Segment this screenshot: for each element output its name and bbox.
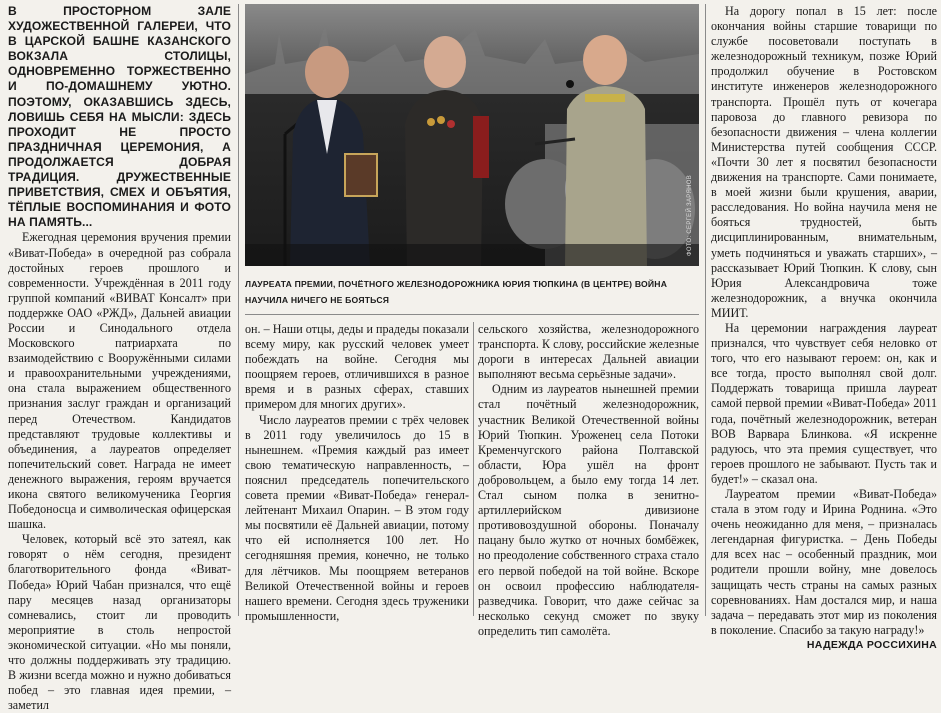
article-paragraph: Человек, который всё это затеял, как говорят о нём сегодня, президент благотворительного фонда «Виват-Победа» Юрий Чабан признался, что ещё пару месяцев назад организаторы сомневались, стоит ли проводить мероприятие в столь непростой экономической ситуации. «Но мы поняли, что должны поддерживать эту традицию. В жизни всегда можно и нужно добиваться побед – это главная идея премии, – заметил	[8, 532, 231, 713]
author-signature: НАДЕЖДА РОССИХИНА	[806, 638, 937, 651]
photo-caption: ЛАУРЕАТА ПРЕМИИ, ПОЧЁТНОГО ЖЕЛЕЗНОДОРОЖНИКА ЮРИЯ ТЮПКИНА (В ЦЕНТРЕ) ВОЙНА НАУЧИЛА НИЧЕГО НЕ БОЯТЬСЯ	[245, 279, 668, 305]
photo-credit: ФОТО: СЕРГЕЙ ЗАРЯНОВ	[687, 174, 693, 256]
ceremony-photo-illustration	[245, 4, 699, 266]
article-paragraph: он. – Наши отцы, деды и прадеды показали всему миру, как русский человек умеет побеждать на войне. Сегодня мы поощряем героев, отличившихся в разное время и в разных сферах, ставших примером для многих других».	[245, 322, 469, 412]
caption-divider	[245, 314, 699, 315]
article-paragraph: Одним из лауреатов нынешней премии стал почётный железнодорожник, участник Великой Отечественной войны Юрий Тюпкин. Уроженец села Потоки Кременчугского района Полтавской области, Юра ушёл на фронт добровольцем, а было ему тогда 14 лет. Стал сыном полка в зенитно-артиллерийском дивизионе противовоздушной обороны. Поначалу пацану было жутко от ночных бомбёжек, но преодоление собственного страха стало его первой победой на той войне. Вскоре он освоил профессию наблюдателя-разведчика. Говорит, что даже сейчас за несколько секунд сможет по звуку определить тип самолёта.	[478, 382, 699, 638]
column-divider	[473, 322, 474, 616]
article-photo	[245, 4, 699, 266]
article-column-4	[711, 4, 937, 651]
article-paragraph: Ежегодная церемония вручения премии «Виват-Победа» в очередной раз собрала достойных героев прошлого и современности. Учреждённая в 2011 году группой компаний «ВИВАТ Консалт» при поддержке ОАО «РЖД», Дальней авиации России и Синодального отдела Московского патриархата по взаимодействию с Вооружёнными силами и правоохранительными учреждениями, она стала выражением общественного признания заслуг граждан и организаций перед Отечеством. Кандидатов представляют трудовые коллективы и объединения, а лауреатов определяет попечительский совет. Награда не имеет денежного выражения, героям вручается икона святого великомученика Георгия Победоносца и символическая офицерская шашка.	[8, 230, 231, 532]
article-column-1	[8, 4, 231, 713]
article-paragraph: сельского хозяйства, железнодорожного транспорта. К слову, российские железные дороги в интересах Дальней авиации выполняют весьма серьёзные задачи».	[478, 322, 699, 382]
column-divider	[238, 4, 239, 616]
article-paragraph: Лауреатом премии «Виват-Победа» стала в этом году и Ирина Роднина. «Это очень неожиданно для меня, – призналась легендарная фигуристка. – День Победы для всех нас – особенный праздник, мои родители прошли войну, мне довелось защищать честь страны на самых разных соревнованиях. Нам достался мир, и наша задача – передавать этот мир из поколения в поколение. Спасибо за такую награду!»	[711, 487, 937, 637]
article-lead: В ПРОСТОРНОМ ЗАЛЕ ХУДОЖЕСТВЕННОЙ ГАЛЕРЕИ, ЧТО В ЦАРСКОЙ БАШНЕ КАЗАНСКОГО ВОКЗАЛА СТОЛИЦЫ, ОДНОВРЕМЕННО ТОРЖЕСТВЕННО И ПО-ДОМАШНЕМУ УЮТНО. ПОЭТОМУ, ОКАЗАВШИСЬ ЗДЕСЬ, ЛОВИШЬ СЕБЯ НА МЫСЛИ: ЗДЕСЬ ПРОХОДИТ НЕ ПРОСТО ПРАЗДНИЧНАЯ ЦЕРЕМОНИЯ, А ПРОДОЛЖАЕТСЯ ДОБРАЯ ТРАДИЦИЯ. ДРУЖЕСТВЕННЫЕ ПРИВЕТСТВИЯ, СМЕХ И ОБЪЯТИЯ, ТЁПЛЫЕ ВОСПОМИНАНИЯ И ФОТО НА ПАМЯТЬ...	[8, 4, 231, 230]
column-divider	[705, 4, 706, 616]
article-column-2	[245, 322, 469, 623]
article-column-3	[478, 322, 699, 638]
article-paragraph: На церемонии награждения лауреат признался, что чувствует себя неловко от того, что его называют героем: он, как и все тогда, просто выполнял свой долг. Поддержать товарища пришла лауреат самой первой премии «Виват-Победа» 2011 года, почётный железнодорожник, ветеран ВОВ Варвара Блинкова. «Я искренне радуюсь, что эта премия существует, что героев прошлого не забывают. Пусть так и будет!» – сказал она.	[711, 320, 937, 486]
article-paragraph: На дорогу попал в 15 лет: после окончания войны старшие товарищи по службе посоветовали поступать в железнодорожный техникум, позже Юрий продолжил обучение в Ростовском институте инженеров железнодорожного транспорта. Прошёл путь от кочегара паровоза до главного ревизора по безопасности движения – члена коллегии Министерства путей сообщения СССР. «Почти 30 лет я посвятил безопасности движения на транспорте. Сами понимаете, в моей жизни были крушения, аварии, расследования. Но война научила меня не бояться трудностей, быть дисциплинированным, внимательным, уметь подчиняться и уважать старших», – рассказывает Юрий Тюпкин. К слову, сын Юрия Александровича тоже железнодорожник, а внучка окончила МИИТ.	[711, 4, 937, 320]
article-paragraph: Число лауреатов премии с трёх человек в 2011 году увеличилось до 15 в нынешнем. «Премия каждый раз имеет свою тематическую направленность, – пояснил председатель попечительского совета премии «Виват-Победа» генерал-лейтенант Михаил Опарин. – В этом году мы посвятили её Дальней авиации, потому что ей исполняется 100 лет. Но сегодняшняя премия, конечно, не только для лётчиков. Мы поощряем ветеранов Великой Отечественной войны и героев нашего времени. Сегодня здесь труженики промышленности,	[245, 412, 469, 623]
